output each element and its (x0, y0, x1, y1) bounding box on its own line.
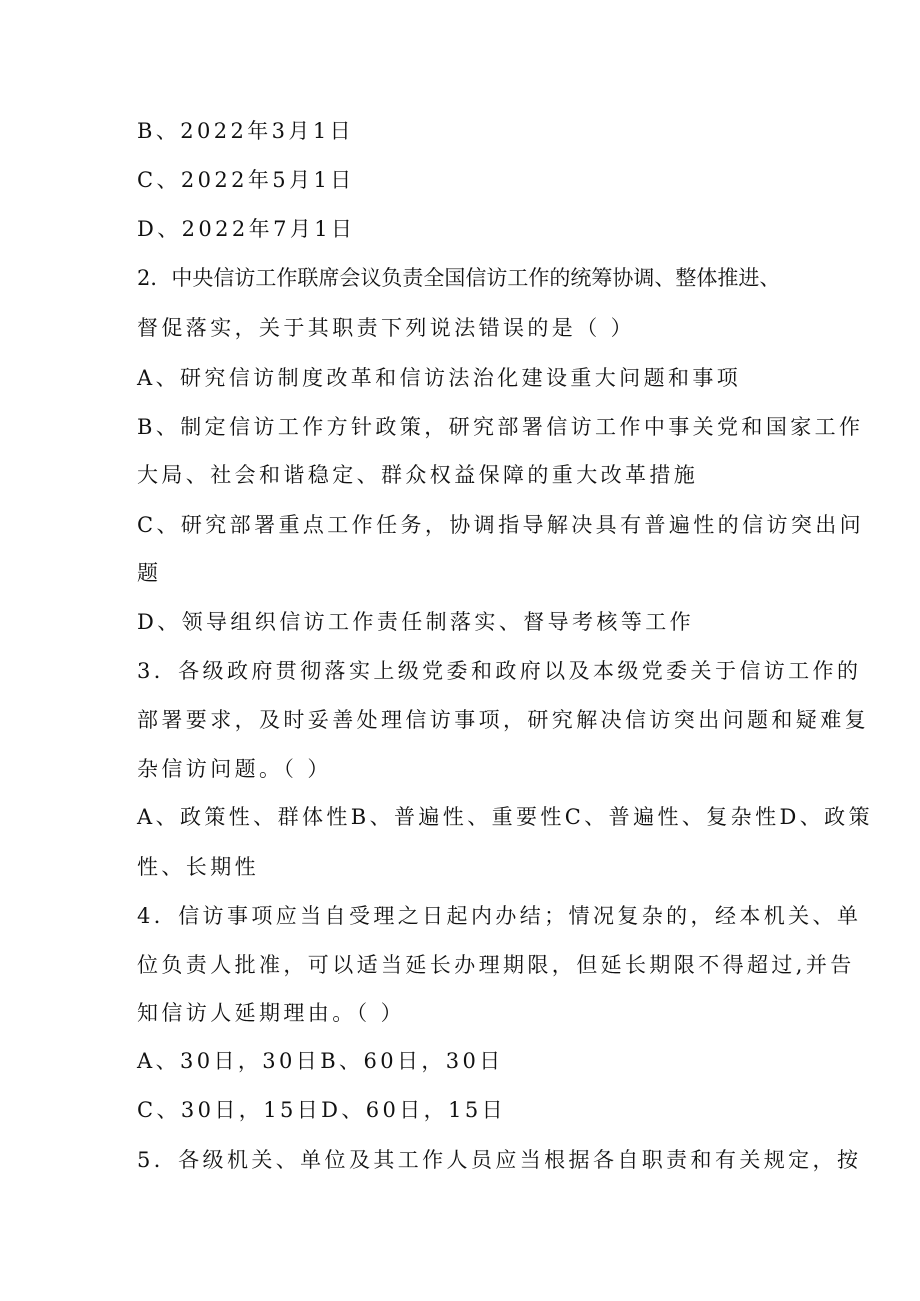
question-4-line-3: 知信访人延期理由。（ ） (137, 1001, 405, 1025)
option-d-q1: D、2022年7月1日 (137, 217, 356, 241)
options-q3-line-1: A、政策性、群体性B、普遍性、重要性C、普遍性、复杂性D、政策 (137, 805, 873, 829)
option-a-q2: A、研究信访制度改革和信访法治化建设重大问题和事项 (137, 366, 742, 390)
question-3-line-1: 3．各级政府贯彻落实上级党委和政府以及本级党委关于信访工作的 (137, 659, 862, 683)
option-b-q1: B、2022年3月1日 (137, 119, 354, 143)
options-q3-line-2: 性、长期性 (137, 855, 259, 879)
options-q4-line-2: C、30日，15日D、60日，15日 (137, 1098, 506, 1122)
question-3-line-2: 部署要求，及时妥善处理信访事项，研究解决信访突出问题和疑难复 (137, 708, 869, 732)
option-c-q2-line-2: 题 (137, 561, 162, 585)
question-2-line-2: 督促落实，关于其职责下列说法错误的是（ ） (137, 316, 636, 340)
question-4-line-1: 4．信访事项应当自受理之日起内办结；情况复杂的，经本机关、单 (137, 904, 862, 928)
question-4-line-2: 位负责人批准，可以适当延长办理期限，但延长期限不得超过,并告 (137, 953, 855, 977)
question-2-line-1: 2．中央信访工作联席会议负责全国信访工作的统筹协调、整体推进、 (137, 266, 781, 290)
option-c-q1: C、2022年5月1日 (137, 168, 355, 192)
option-d-q2: D、领导组织信访工作责任制落实、督导考核等工作 (137, 610, 695, 634)
option-b-q2-line-1: B、制定信访工作方针政策，研究部署信访工作中事关党和国家工作 (137, 415, 864, 439)
option-b-q2-line-2: 大局、社会和谐稳定、群众权益保障的重大改革措施 (137, 463, 699, 487)
option-c-q2-line-1: C、研究部署重点工作任务，协调指导解决具有普遍性的信访突出问 (137, 513, 865, 537)
question-5-line-1: 5．各级机关、单位及其工作人员应当根据各自职责和有关规定，按 (137, 1148, 862, 1172)
question-3-line-3: 杂信访问题。（ ） (137, 757, 332, 781)
options-q4-line-1: A、30日，30日B、60日，30日 (137, 1049, 504, 1073)
